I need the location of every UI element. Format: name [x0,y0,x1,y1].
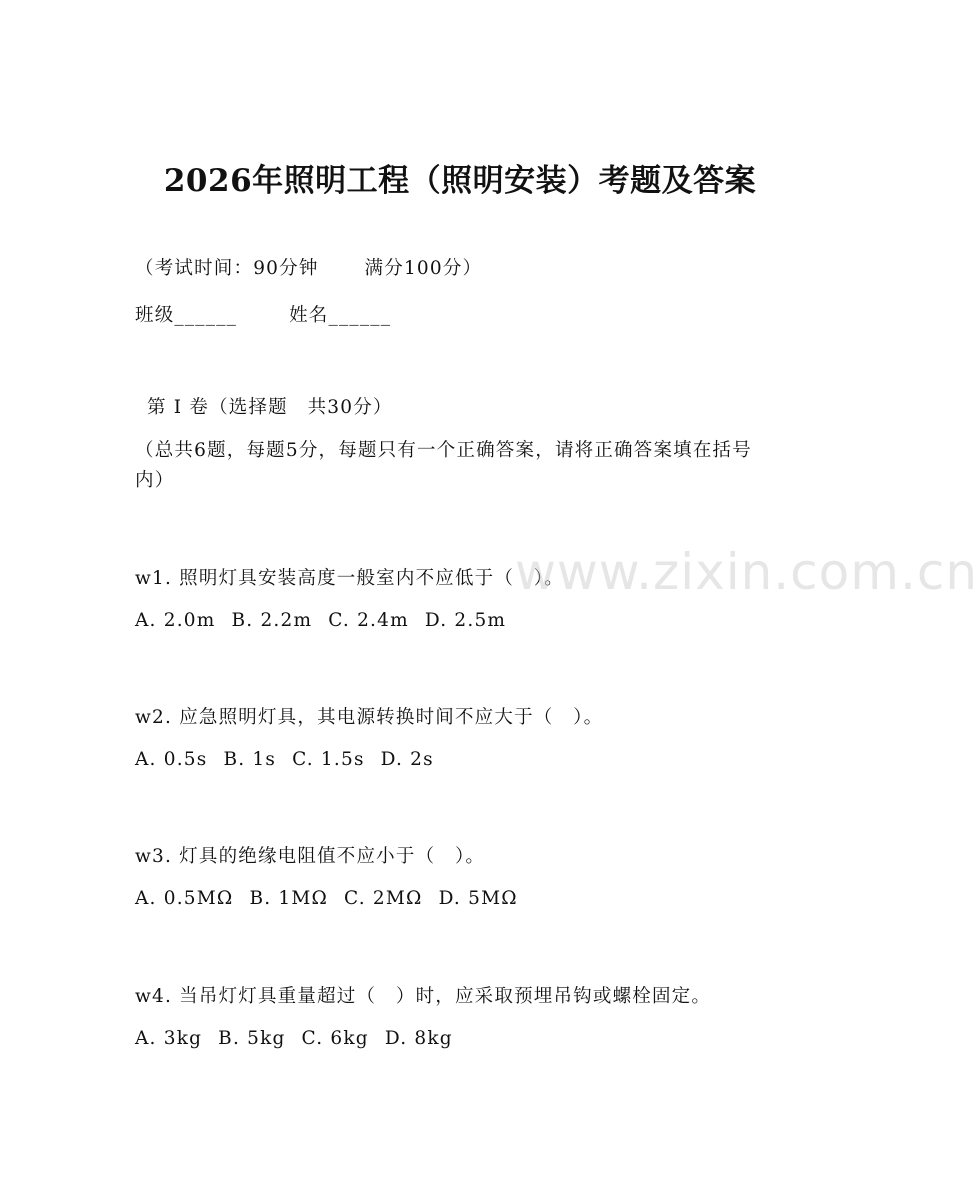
question-3-options [135,888,534,909]
question-2-stem: w2. 应急照明灯具，其电源转换时间不应大于（ ）。 [135,707,604,728]
question-1-stem: w1. 照明灯具安装高度一般室内不应低于（ ）。 [135,568,564,589]
question-1-options [135,610,522,631]
option-a: A. 2.0m [135,610,216,631]
section-heading: 第 I 卷（选择题 共30分） [147,397,393,418]
option-c: C. 1.5s [292,749,365,770]
option-d: D. 8kg [384,1028,453,1049]
option-a: A. 3kg [135,1028,203,1049]
exam-info [135,254,482,280]
option-c: C. 6kg [301,1028,369,1049]
question-4-stem: w4. 当吊灯灯具重量超过（ ）时，应采取预埋吊钩或螺栓固定。 [135,986,712,1007]
option-d: D. 5MΩ [438,888,518,909]
option-b: B. 2.2m [231,610,313,631]
watermark: www.zixin.com.cn [515,543,978,601]
option-b: B. 5kg [218,1028,286,1049]
option-b: B. 1s [223,749,277,770]
option-d: D. 2s [380,749,434,770]
class-field: 班级______ [135,305,238,326]
question-2-options [135,749,450,770]
option-a: A. 0.5s [135,749,208,770]
option-a: A. 0.5MΩ [135,888,234,909]
exam-time: （考试时间：90分钟 [135,258,319,279]
option-c: C. 2.4m [328,610,409,631]
document-title: 2026年照明工程（照明安装）考题及答案 [163,163,757,199]
section-instructions: （总共6题，每题5分，每题只有一个正确答案，请将正确答案填在括号内） [135,440,752,491]
option-c: C. 2MΩ [344,888,423,909]
exam-score: 满分100分） [364,258,483,279]
option-b: B. 1MΩ [249,888,329,909]
option-d: D. 2.5m [424,610,507,631]
name-field: 姓名______ [289,305,392,326]
student-fields [135,301,391,327]
question-3-stem: w3. 灯具的绝缘电阻值不应小于（ ）。 [135,846,486,867]
question-4-options [135,1028,469,1049]
